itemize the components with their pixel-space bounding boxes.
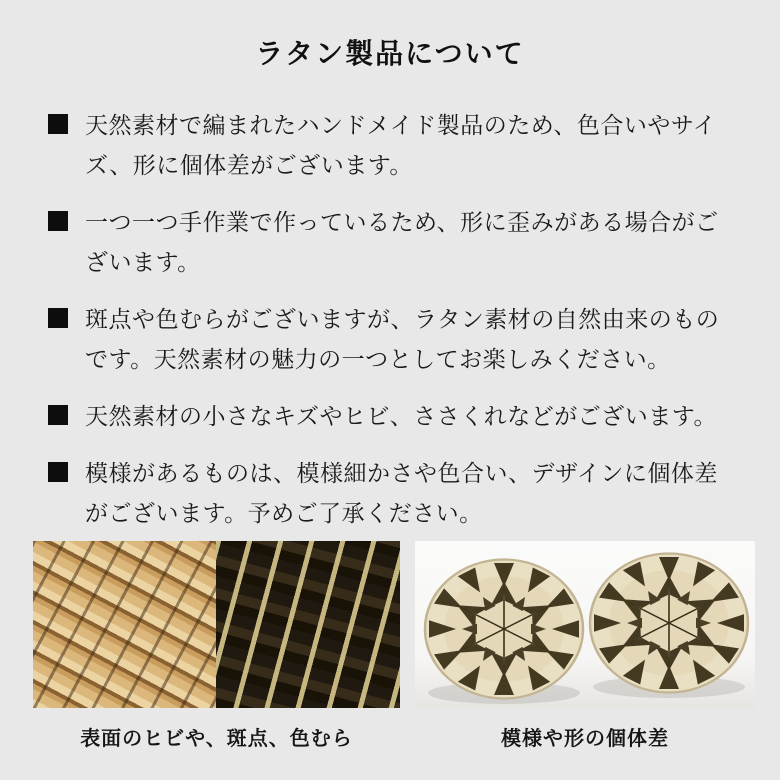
photo-rattan-closeups — [33, 541, 400, 708]
figure-pattern-plates — [415, 541, 755, 751]
notice-item — [48, 453, 735, 533]
figure-surface-closeup — [33, 541, 400, 751]
notice-text: 斑点や色むらがございますが、ラタン素材の自然由来のものです。天然素材の魅力の一つとしてお楽しみください。 — [85, 306, 720, 372]
page-title: ラタン製品について — [255, 38, 525, 69]
figure-row — [0, 541, 780, 751]
figure-caption-pattern: 模様や形の個体差 — [501, 728, 669, 750]
woven-plates-illustration — [415, 541, 755, 708]
notice-list — [0, 72, 780, 533]
bullet-square-icon — [48, 308, 68, 328]
notice-text: 天然素材で編まれたハンドメイド製品のため、色合いやサイズ、形に個体差がございます。 — [85, 112, 717, 178]
bullet-square-icon — [48, 114, 68, 134]
notice-text: 天然素材の小さなキズやヒビ、ささくれなどがございます。 — [85, 403, 717, 429]
photo-patterned-plates — [415, 541, 755, 708]
notice-item — [48, 202, 735, 282]
figure-caption-surface: 表面のヒビや、斑点、色むら — [80, 728, 353, 750]
notice-text: 模様があるものは、模様細かさや色合い、デザインに個体差がございます。予めご了承ください。 — [85, 460, 718, 526]
bullet-square-icon — [48, 462, 68, 482]
photo-light-rattan-weave — [33, 541, 216, 708]
bullet-square-icon — [48, 405, 68, 425]
notice-item — [48, 396, 735, 436]
photo-dark-rattan-weave — [216, 541, 400, 708]
notice-item — [48, 105, 735, 185]
notice-text: 一つ一つ手作業で作っているため、形に歪みがある場合がございます。 — [85, 209, 719, 275]
notice-item — [48, 299, 735, 379]
bullet-square-icon — [48, 211, 68, 231]
